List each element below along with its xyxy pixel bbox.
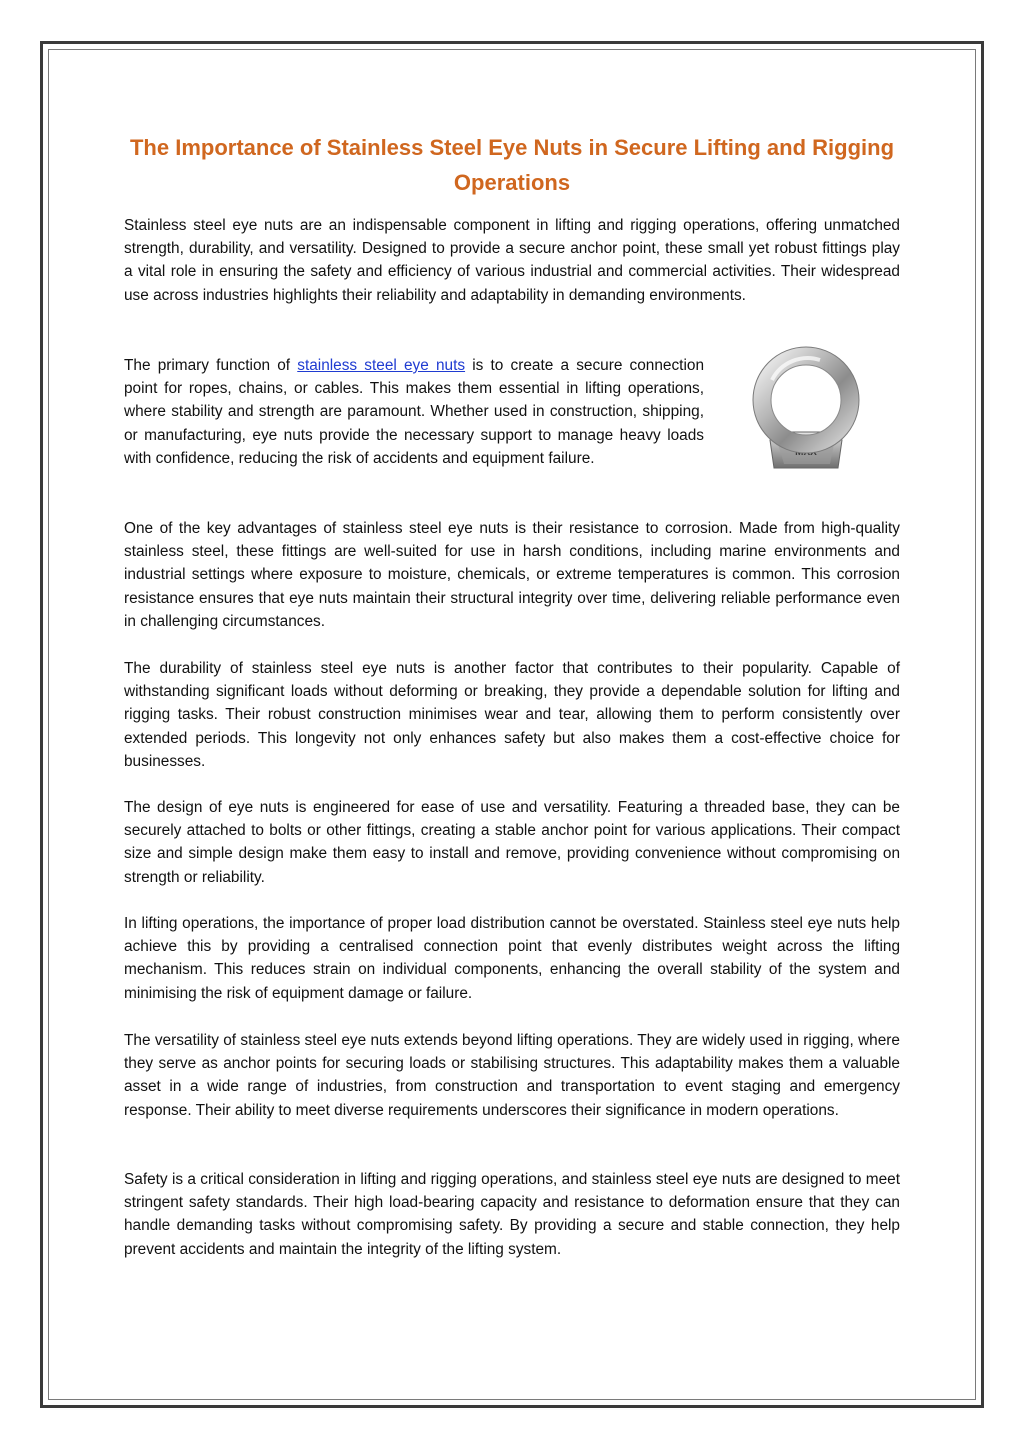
eye-nut-product-image [730,340,880,480]
paragraph-design: The design of eye nuts is engineered for ease of use and versatility. Featuring a threaded base, they can be securely attached to bolts or other fittings, creating a stable anchor point for various applications. Their compact size and simple design make them easy to install and remove, providing convenience without compromising on strength or reliability. [124,799,900,886]
stainless-steel-eye-nuts-link[interactable]: stainless steel eye nuts [297,357,466,374]
paragraph-durability: The durability of stainless steel eye nuts is another factor that contributes to their popularity. Capable of withstanding significant loads without deforming or breaking, they provide a dependable solution for lifting and rigging tasks. Their robust construction minimises wear and tear, allowing them to perform consistently over extended periods. This longevity not only enhances safety but also makes them a cost-effective choice for businesses. [124,660,900,770]
paragraph-primary-function [124,354,704,470]
paragraph-versatility: The versatility of stainless steel eye nuts extends beyond lifting operations. They are widely used in rigging, where they serve as anchor points for securing loads or stabilising structures. This adaptability makes them a valuable asset in a wide range of industries, from construction and transportation to event staging and emergency response. Their ability to meet diverse requirements underscores their significance in modern operations. [124,1032,900,1119]
page-title: The Importance of Stainless Steel Eye Nuts in Secure Lifting and Rigging Operations [129,135,895,195]
nut-stamp: MXX [795,447,817,458]
paragraph-text: is to create a secure connection point for ropes, chains, or cables. This makes them essential in lifting operations, where stability and strength are paramount. Whether used in construction, shipping, or manufacturing, eye nuts provide the necessary support to manage heavy loads with confidence, reducing the risk of accidents and equipment failure. [124,357,704,467]
paragraph-load-distribution: In lifting operations, the importance of proper load distribution cannot be overstated. Stainless steel eye nuts help achieve this by providing a centralised connection point that evenly distributes weight across the lifting mechanism. This reduces strain on individual components, enhancing the overall stability of the system and minimising the risk of equipment damage or failure. [124,915,900,1002]
paragraph-corrosion: One of the key advantages of stainless steel eye nuts is their resistance to corrosion. Made from high-quality stainless steel, these fittings are well-suited for use in harsh conditions, including marine environments and industrial settings where exposure to moisture, chemicals, or extreme temperatures is common. This corrosion resistance ensures that eye nuts maintain their structural integrity over time, delivering reliable performance even in challenging circumstances. [124,520,900,630]
paragraph-safety: Safety is a critical consideration in lifting and rigging operations, and stainless steel eye nuts are designed to meet stringent safety standards. Their high load-bearing capacity and resistance to deformation ensure that they can handle demanding tasks without compromising safety. By providing a secure and stable connection, they help prevent accidents and maintain the integrity of the lifting system. [124,1171,900,1258]
paragraph-text: The primary function of [124,357,298,374]
paragraph-intro: Stainless steel eye nuts are an indispensable component in lifting and rigging operations, offering unmatched strength, durability, and versatility. Designed to provide a secure anchor point, these small yet robust fittings play a vital role in ensuring the safety and efficiency of various industrial and commercial activities. Their widespread use across industries highlights their reliability and adaptability in demanding environments. [124,217,900,304]
